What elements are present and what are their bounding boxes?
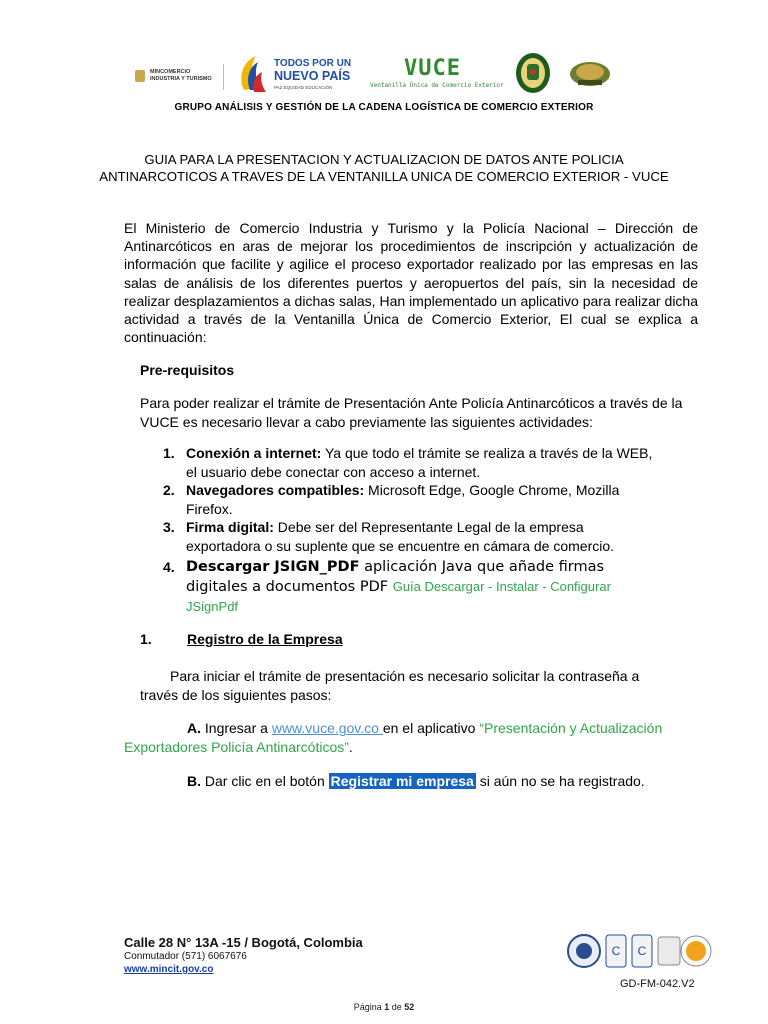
vuce-logo: [368, 52, 508, 92]
vuce-logo-subtitle: Ventanilla Única de Comercio Exterior: [370, 82, 504, 89]
step-b: B. Dar clic en el botón Registrar mi empresa si aún no se ha registrado.: [187, 773, 645, 789]
tpun-text: TODOS POR UN NUEVO PAÍS: [274, 58, 352, 83]
prereq-heading: Pre-requisitos: [140, 362, 235, 378]
footer-website-link[interactable]: www.mincit.gov.co: [124, 964, 214, 975]
list-item: 2. Navegadores compatibles: Microsoft Edge, Google Chrome, Mozilla Firefox.: [163, 482, 620, 517]
footer-address: Calle 28 N° 13A -15 / Bogotá, Colombia: [124, 935, 363, 950]
registrar-empresa-button[interactable]: Registrar mi empresa: [330, 773, 474, 789]
group-header: GRUPO ANÁLISIS Y GESTIÓN DE LA CADENA LOGÍSTICA DE COMERCIO EXTERIOR: [174, 102, 594, 113]
app-name: “Presentación y Actualización Exportadores Policía Antinarcóticos”: [124, 720, 663, 755]
document-title: GUIA PARA LA PRESENTACION Y ACTUALIZACION DE DATOS ANTE POLICIA ANTINARCOTICOS A TRAVES DE LA VENTANILLA UNICA DE COMERCIO EXTERIOR - VUCE: [99, 152, 669, 184]
certification-logos: [566, 929, 716, 973]
vuce-link[interactable]: www.vuce.gov.co: [271, 720, 383, 736]
page-number: Página 1 de 52: [353, 1002, 415, 1012]
list-item: 4. Descargar JSIGN_PDF aplicación Java que añade firmas digitales a documentos PDF Guía Descargar - Instalar - Configurar JSignPdf: [163, 559, 611, 614]
document-code: GD-FM-042.V2: [620, 978, 695, 990]
policia-seal-icon: [515, 52, 551, 94]
section-paragraph: Para iniciar el trámite de presentación es necesario solicitar la contraseña a través de los siguientes pasos:: [140, 668, 640, 703]
section-title: Registro de la Empresa: [187, 631, 343, 647]
mincomercio-logo-text: MINCOMERCIO INDUSTRIA Y TURISMO: [150, 69, 212, 82]
vuce-logo-text: VUCE: [404, 56, 461, 81]
svg-text:C: C: [637, 944, 647, 958]
todos-por-un-nuevo-pais-logo: [236, 50, 356, 98]
list-item: 1. Conexión a internet: Ya que todo el trámite se realiza a través de la WEB, el usuario debe conectar con acceso a internet.: [163, 445, 653, 480]
list-item: 3. Firma digital: Debe ser del Representante Legal de la empresa exportadora o su suplente que se encuentre en cámara de comercio.: [163, 519, 615, 554]
jsignpdf-guide-link[interactable]: Guía Descargar - Instalar - Configurar JSignPdf: [186, 579, 611, 614]
prereq-list: [160, 444, 660, 617]
prereq-paragraph: Para poder realizar el trámite de Presentación Ante Policía Antinarcóticos a través de la VUCE es necesario llevar a cabo previamente las siguientes actividades:: [140, 395, 683, 430]
svg-text:C: C: [611, 944, 621, 958]
mincomercio-logo: [133, 64, 224, 90]
step-a: A. Ingresar a www.vuce.gov.co en el aplicativo “Presentación y Actualización Exportadores Policía Antinarcóticos”.: [124, 720, 663, 755]
footer-phone: Conmutador (571) 6067676: [124, 951, 247, 962]
colombia-shield-icon: [135, 70, 145, 82]
tpun-subtitle: PAZ EQUIDAD EDUCACIÓN: [274, 85, 333, 90]
section-number: 1.: [140, 631, 152, 647]
antinarcoticos-emblem-icon: [568, 58, 612, 88]
intro-paragraph: El Ministerio de Comercio Industria y Turismo y la Policía Nacional – Dirección de Antinarcóticos en aras de mejorar los procedimientos de inscripción y actualización de información que facilite y agilice el proceso exportador realizado por las empresas en las salas de análisis de los diferentes puertos y aeropuertos del país, sin la necesidad de realizar desplazamientos a dichas salas, Han implementado un aplicativo para realizar dicha actividad a través de la Ventanilla Única de Comercio Exterior, El cual se explica a continuación:: [124, 220, 698, 346]
